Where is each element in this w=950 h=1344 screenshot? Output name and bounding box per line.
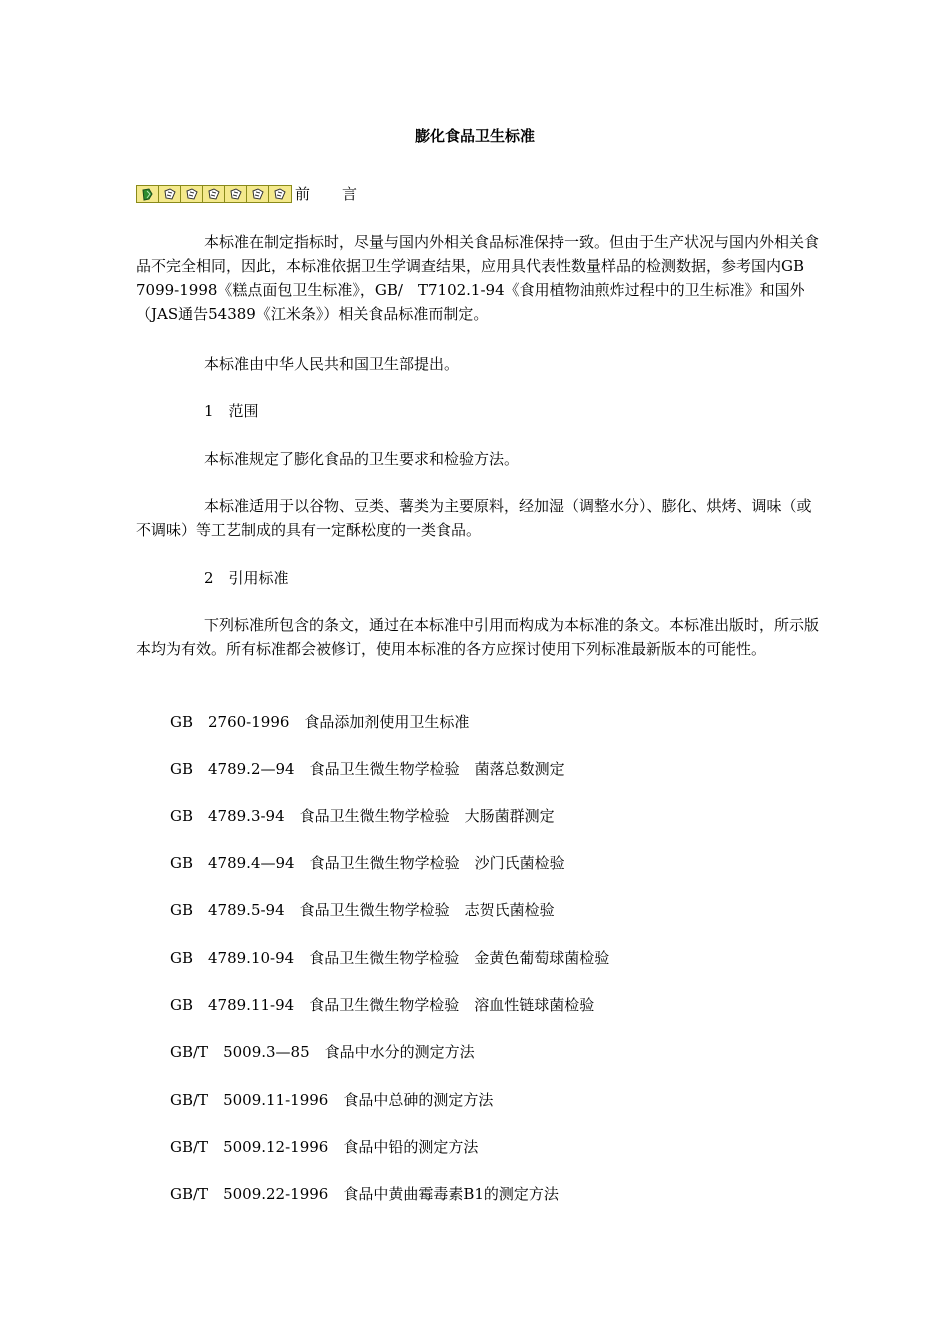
page-turn-icon[interactable] (181, 186, 203, 202)
reference-item: GB 4789.2—94 食品卫生微生物学检验 菌落总数测定 (170, 760, 565, 778)
section-2-heading: 2 引用标准 (204, 569, 289, 587)
page-turn-icon[interactable] (225, 186, 247, 202)
reference-item: GB 4789.5-94 食品卫生微生物学检验 志贺氏菌检验 (170, 901, 555, 919)
page-turn-icon[interactable] (203, 186, 225, 202)
page-turn-icon[interactable] (269, 186, 291, 202)
scope-paragraph-2: 本标准适用于以谷物、豆类、薯类为主要原料，经加湿（调整水分）、膨化、烘烤、调味（或不调味）等工艺制成的具有一定酥松度的一类食品。 (136, 497, 812, 539)
reference-item: GB 4789.3-94 食品卫生微生物学检验 大肠菌群测定 (170, 807, 555, 825)
page-turn-icon[interactable] (247, 186, 269, 202)
reference-item: GB/T 5009.12-1996 食品中铅的测定方法 (170, 1138, 479, 1156)
reference-item: GB/T 5009.22-1996 食品中黄曲霉毒素B1的测定方法 (170, 1185, 559, 1203)
intro-paragraph: 本标准在制定指标时，尽量与国内外相关食品标准保持一致。但由于生产状况与国内外相关食品不完全相同，因此，本标准依据卫生学调查结果，应用具代表性数量样品的检测数据，参考国内GB 7099-1998《糕点面包卫生标准》，GB/ T7102.1-94《食用植物油煎炸过程中的卫生标准》和国外（JAS通告54389《江米条》）相关食品标准而制定。 (136, 233, 820, 323)
reference-item: GB 4789.4—94 食品卫生微生物学检验 沙门氏菌检验 (170, 854, 565, 872)
reference-item: GB 2760-1996 食品添加剂使用卫生标准 (170, 713, 470, 731)
proposed-by-paragraph: 本标准由中华人民共和国卫生部提出。 (204, 355, 460, 373)
reference-item: GB 4789.11-94 食品卫生微生物学检验 溶血性链球菌检验 (170, 996, 595, 1014)
page-turn-icon-green[interactable] (137, 186, 159, 202)
reference-item: GB/T 5009.3—85 食品中水分的测定方法 (170, 1043, 475, 1061)
section-1-heading: 1 范围 (204, 402, 259, 420)
foreword-heading (136, 183, 389, 205)
references-intro-paragraph: 下列标准所包含的条文，通过在本标准中引用而构成为本标准的条文。本标准出版时，所示版本均为有效。所有标准都会被修订，使用本标准的各方应探讨使用下列标准最新版本的可能性。 (136, 616, 820, 658)
foreword-label: 前言 (295, 185, 390, 203)
reference-item: GB/T 5009.11-1996 食品中总砷的测定方法 (170, 1091, 494, 1109)
reference-item: GB 4789.10-94 食品卫生微生物学检验 金黄色葡萄球菌检验 (170, 949, 610, 967)
document-title: 膨化食品卫生标准 (414, 127, 535, 145)
scope-paragraph-1: 本标准规定了膨化食品的卫生要求和检验方法。 (204, 450, 520, 468)
page-turn-icon[interactable] (159, 186, 181, 202)
page-turn-toolbar[interactable] (136, 185, 292, 203)
